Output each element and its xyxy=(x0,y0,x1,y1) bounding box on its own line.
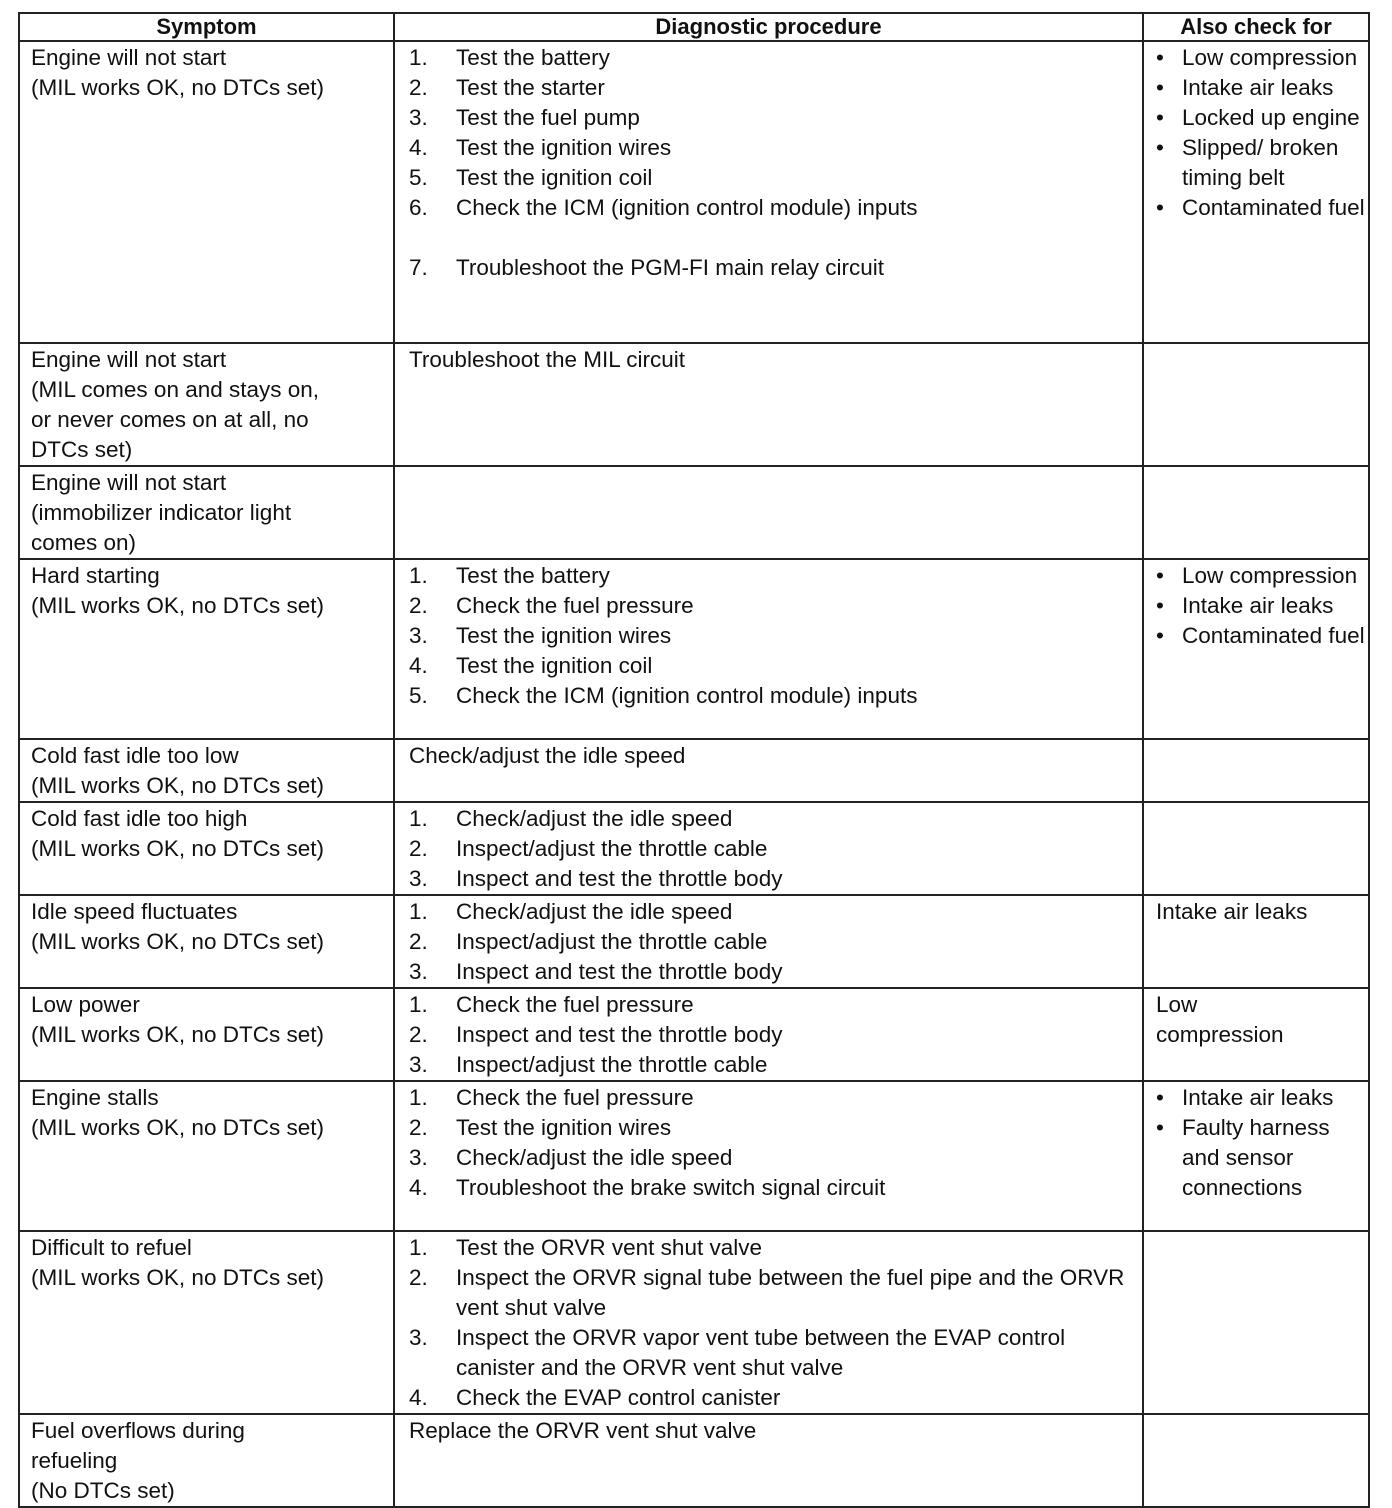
table-row xyxy=(19,1081,1369,1231)
procedure-step: 6. Check the ICM (ignition control module) inputs xyxy=(409,195,918,220)
symptom-cell xyxy=(19,739,394,802)
symptom-line: (MIL works OK, no DTCs set) xyxy=(31,773,324,798)
procedure-text: Check/adjust the idle speed xyxy=(409,743,686,768)
symptom-line: refueling xyxy=(31,1448,118,1473)
also-check-cell xyxy=(1143,1081,1369,1231)
procedure-step: 1. Check/adjust the idle speed xyxy=(409,806,733,831)
procedure-step: 2. Inspect/adjust the throttle cable xyxy=(409,836,768,861)
bullet-icon: • xyxy=(1156,45,1164,70)
symptom-line: comes on) xyxy=(31,530,137,555)
symptom-cell xyxy=(19,41,394,343)
procedure-cell xyxy=(394,559,1143,739)
also-check-cell xyxy=(1143,895,1369,988)
symptom-line: or never comes on at all, no xyxy=(31,407,309,432)
symptom-line: (MIL works OK, no DTCs set) xyxy=(31,75,324,100)
table-row xyxy=(19,41,1369,343)
table-row xyxy=(19,895,1369,988)
procedure-step: 1. Check/adjust the idle speed xyxy=(409,899,733,924)
procedure-cell xyxy=(394,739,1143,802)
also-check-text: Low compression xyxy=(1156,992,1284,1047)
header-also-check-for: Also check for xyxy=(1143,13,1369,41)
symptom-line: Idle speed fluctuates xyxy=(31,899,238,924)
symptom-line: (MIL works OK, no DTCs set) xyxy=(31,836,324,861)
also-check-item: • Faulty harness and sensor connections xyxy=(1156,1113,1368,1203)
symptom-cell xyxy=(19,1414,394,1507)
procedure-step: 4. Check the EVAP control canister xyxy=(409,1385,781,1410)
symptom-cell xyxy=(19,988,394,1081)
procedure-step: 2. Test the ignition wires xyxy=(409,1115,672,1140)
table-row xyxy=(19,988,1369,1081)
procedure-step: 1. Test the battery xyxy=(409,563,610,588)
procedure-cell xyxy=(394,1414,1143,1507)
procedure-cell xyxy=(394,343,1143,466)
procedure-step: 3. Inspect/adjust the throttle cable xyxy=(409,1052,768,1077)
table-row xyxy=(19,739,1369,802)
bullet-icon: • xyxy=(1156,105,1164,130)
procedure-step: 3. Test the ignition wires xyxy=(409,623,672,648)
also-check-text: Intake air leaks xyxy=(1156,899,1308,924)
procedure-step: 2. Check the fuel pressure xyxy=(409,593,694,618)
header-diagnostic-procedure: Diagnostic procedure xyxy=(394,13,1143,41)
symptom-cell xyxy=(19,1081,394,1231)
procedure-step: 7. Troubleshoot the PGM-FI main relay circuit xyxy=(409,255,885,280)
procedure-text: Replace the ORVR vent shut valve xyxy=(409,1418,757,1443)
symptom-cell xyxy=(19,1231,394,1414)
symptom-troubleshooting-table xyxy=(18,12,1370,1508)
bullet-icon: • xyxy=(1156,135,1164,160)
also-check-item: • Slipped/ broken timing belt xyxy=(1156,133,1368,193)
procedure-step: 3. Check/adjust the idle speed xyxy=(409,1145,733,1170)
symptom-cell xyxy=(19,559,394,739)
symptom-line: (No DTCs set) xyxy=(31,1478,175,1503)
troubleshooting-page xyxy=(18,12,1368,1508)
procedure-step: 4. Test the ignition wires xyxy=(409,135,672,160)
also-check-item: • Contaminated fuel xyxy=(1156,621,1368,651)
symptom-line: Engine will not start xyxy=(31,45,227,70)
bullet-icon: • xyxy=(1156,1115,1164,1140)
table-header-row xyxy=(19,13,1369,41)
symptom-cell xyxy=(19,802,394,895)
also-check-item: • Intake air leaks xyxy=(1156,73,1368,103)
bullet-icon: • xyxy=(1156,593,1164,618)
symptom-line: Engine will not start xyxy=(31,347,227,372)
also-check-cell xyxy=(1143,41,1369,343)
bullet-icon: • xyxy=(1156,1085,1164,1110)
also-check-item: • Intake air leaks xyxy=(1156,1083,1368,1113)
procedure-step: 1. Check the fuel pressure xyxy=(409,992,694,1017)
procedure-text: Troubleshoot the MIL circuit xyxy=(409,347,685,372)
also-check-cell xyxy=(1143,1231,1369,1414)
symptom-line: (immobilizer indicator light xyxy=(31,500,292,525)
procedure-step: 3. Test the fuel pump xyxy=(409,105,640,130)
symptom-line: (MIL works OK, no DTCs set) xyxy=(31,1022,324,1047)
table-row xyxy=(19,466,1369,559)
procedure-step: 3. Inspect the ORVR vapor vent tube between the EVAP control canister and the ORVR vent shut valve xyxy=(409,1325,1066,1380)
symptom-line: (MIL works OK, no DTCs set) xyxy=(31,593,324,618)
symptom-line: Difficult to refuel xyxy=(31,1235,192,1260)
bullet-icon: • xyxy=(1156,195,1164,220)
symptom-line: DTCs set) xyxy=(31,437,133,462)
table-row xyxy=(19,1414,1369,1507)
also-check-item: • Low compression xyxy=(1156,43,1368,73)
procedure-cell xyxy=(394,802,1143,895)
bullet-icon: • xyxy=(1156,75,1164,100)
also-check-cell xyxy=(1143,559,1369,739)
procedure-cell xyxy=(394,895,1143,988)
header-symptom: Symptom xyxy=(19,13,394,41)
procedure-step: 2. Test the starter xyxy=(409,75,605,100)
symptom-line: Fuel overflows during xyxy=(31,1418,245,1443)
procedure-step: 1. Test the battery xyxy=(409,45,610,70)
symptom-line: Cold fast idle too high xyxy=(31,806,248,831)
also-check-cell xyxy=(1143,802,1369,895)
procedure-step: 4. Troubleshoot the brake switch signal circuit xyxy=(409,1175,886,1200)
procedure-cell xyxy=(394,41,1143,343)
also-check-cell xyxy=(1143,1414,1369,1507)
procedure-step: 2. Inspect and test the throttle body xyxy=(409,1022,783,1047)
also-check-cell xyxy=(1143,343,1369,466)
also-check-item: • Intake air leaks xyxy=(1156,591,1368,621)
symptom-line: Engine will not start xyxy=(31,470,227,495)
also-check-cell xyxy=(1143,988,1369,1081)
symptom-line: Hard starting xyxy=(31,563,160,588)
also-check-item: • Contaminated fuel xyxy=(1156,193,1368,223)
procedure-step: 4. Test the ignition coil xyxy=(409,653,653,678)
symptom-line: Low power xyxy=(31,992,140,1017)
also-check-item: • Locked up engine xyxy=(1156,103,1368,133)
table-row xyxy=(19,1231,1369,1414)
table-row xyxy=(19,343,1369,466)
bullet-icon: • xyxy=(1156,563,1164,588)
symptom-line: (MIL works OK, no DTCs set) xyxy=(31,1115,324,1140)
procedure-step: 5. Check the ICM (ignition control module) inputs xyxy=(409,683,918,708)
symptom-cell xyxy=(19,466,394,559)
procedure-step: 3. Inspect and test the throttle body xyxy=(409,959,783,984)
bullet-icon: • xyxy=(1156,623,1164,648)
procedure-step: 3. Inspect and test the throttle body xyxy=(409,866,783,891)
procedure-step: 5. Test the ignition coil xyxy=(409,165,653,190)
symptom-line: Cold fast idle too low xyxy=(31,743,239,768)
also-check-cell xyxy=(1143,466,1369,559)
symptom-line: (MIL comes on and stays on, xyxy=(31,377,320,402)
symptom-line: Engine stalls xyxy=(31,1085,159,1110)
procedure-step: 1. Test the ORVR vent shut valve xyxy=(409,1235,762,1260)
also-check-cell xyxy=(1143,739,1369,802)
procedure-step: 1. Check the fuel pressure xyxy=(409,1085,694,1110)
also-check-item: • Low compression xyxy=(1156,561,1368,591)
procedure-cell xyxy=(394,988,1143,1081)
table-row xyxy=(19,559,1369,739)
procedure-cell xyxy=(394,466,1143,559)
procedure-cell xyxy=(394,1081,1143,1231)
table-row xyxy=(19,802,1369,895)
procedure-step: 2. Inspect/adjust the throttle cable xyxy=(409,929,768,954)
symptom-cell xyxy=(19,343,394,466)
procedure-step: 2. Inspect the ORVR signal tube between the fuel pipe and the ORVR vent shut valve xyxy=(409,1265,1125,1320)
symptom-line: (MIL works OK, no DTCs set) xyxy=(31,929,324,954)
symptom-cell xyxy=(19,895,394,988)
procedure-cell xyxy=(394,1231,1143,1414)
symptom-line: (MIL works OK, no DTCs set) xyxy=(31,1265,324,1290)
